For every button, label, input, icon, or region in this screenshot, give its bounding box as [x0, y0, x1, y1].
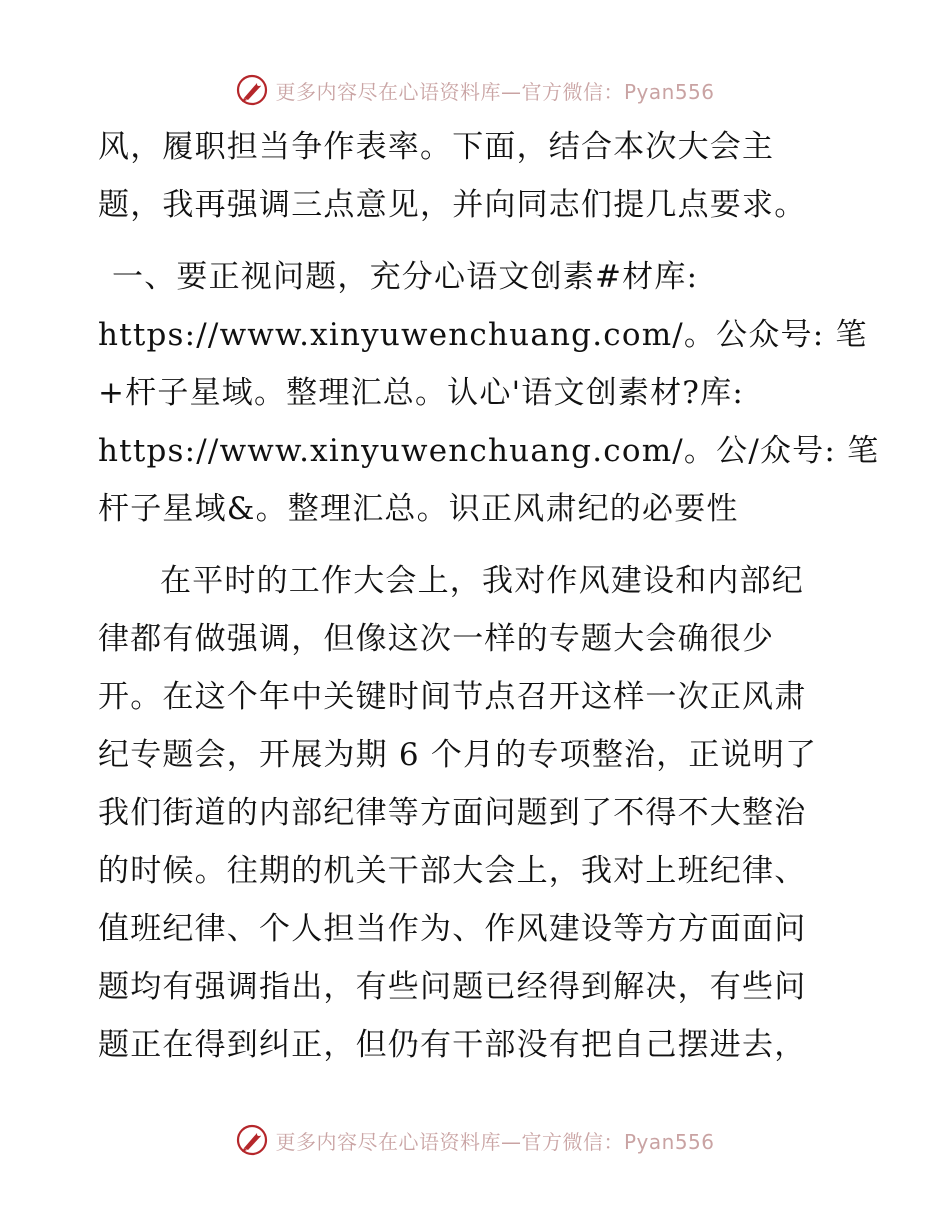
pen-logo-icon: [235, 1123, 269, 1157]
banner-wechat-label: 官方微信：: [521, 1129, 624, 1154]
banner-dash: —: [500, 1129, 522, 1154]
text-line: 纪专题会，开展为期 6 个月的专项整治，正说明了: [98, 737, 818, 773]
paragraph-body: [98, 552, 858, 1074]
banner-dash: —: [500, 79, 522, 104]
heading-line: https://www.xinyuwenchuang.com/。公/众号: 笔: [98, 433, 880, 469]
text-line: 我们街道的内部纪律等方面问题到了不得不大整治: [98, 795, 807, 831]
text-line: 风，履职担当争作表率。下面，结合本次大会主: [98, 129, 775, 165]
heading-line: 一、要正视问题，充分心语文创素#材库:: [112, 259, 699, 295]
document-body: [98, 118, 880, 1074]
heading-line: 杆子星域&。整理汇总。识正风肃纪的必要性: [98, 491, 739, 527]
footer-banner: [0, 1120, 950, 1160]
banner-brand: 更多内容尽在心语资料库: [275, 79, 501, 104]
text-line: 题，我再强调三点意见，并向同志们提几点要求。: [98, 187, 807, 223]
text-line: 题正在得到纠正，但仍有干部没有把自己摆进去，: [98, 1027, 807, 1063]
text-line: 值班纪律、个人担当作为、作风建设等方方面面问: [98, 911, 807, 947]
banner-wechat-label: 官方微信：: [521, 79, 624, 104]
heading-line: +杆子星域。整理汇总。认心'语文创素材?库:: [98, 375, 744, 411]
section-heading: [98, 248, 880, 538]
banner-text: [275, 76, 714, 105]
text-line: 律都有做强调，但像这次一样的专题大会确很少: [98, 621, 775, 657]
paragraph-intro: [98, 118, 858, 234]
text-line: 开。在这个年中关键时间节点召开这样一次正风肃: [98, 679, 807, 715]
header-banner: [0, 70, 950, 110]
text-line: 在平时的工作大会上，我对作风建设和内部纪: [160, 563, 804, 599]
banner-text: [275, 1126, 714, 1155]
banner-brand: 更多内容尽在心语资料库: [275, 1129, 501, 1154]
pen-logo-icon: [235, 73, 269, 107]
heading-line: https://www.xinyuwenchuang.com/。公众号: 笔: [98, 317, 868, 353]
text-line: 题均有强调指出，有些问题已经得到解决，有些问: [98, 969, 807, 1005]
banner-wechat-id: Pyan556: [623, 1129, 715, 1154]
banner-wechat-id: Pyan556: [623, 79, 715, 104]
text-line: 的时候。往期的机关干部大会上，我对上班纪律、: [98, 853, 807, 889]
